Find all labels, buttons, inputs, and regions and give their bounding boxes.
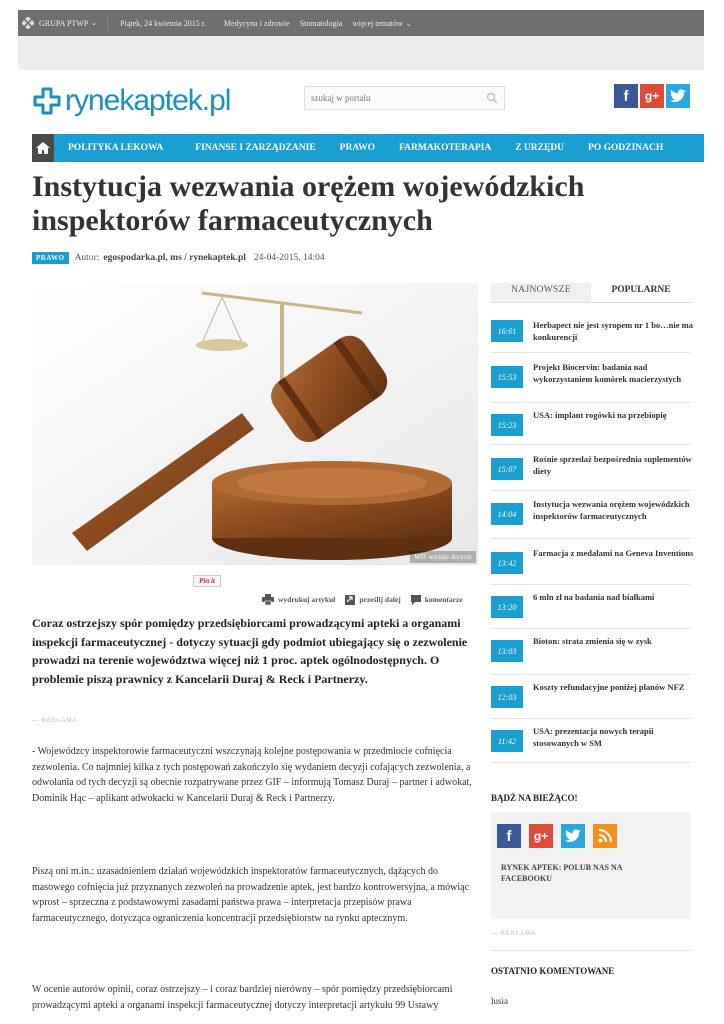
divider — [491, 674, 691, 675]
news-item[interactable] — [491, 362, 701, 394]
printer-icon — [262, 594, 274, 605]
search-box — [304, 86, 505, 110]
pharmacy-cross-icon — [32, 86, 62, 116]
news-tabs — [491, 283, 691, 303]
topbar-link-medycyna[interactable]: Medycyna i zdrowie — [223, 18, 290, 28]
twitter-icon[interactable] — [666, 84, 690, 108]
news-time: 13:42 — [491, 552, 523, 574]
chevron-down-icon: ⌄ — [91, 19, 98, 27]
nav-item-prawo[interactable]: PRAWO — [339, 143, 376, 153]
nav-item-polityka-lekowa[interactable]: POLITYKA LEKOWA — [68, 143, 164, 153]
divider — [491, 584, 691, 585]
divider — [491, 490, 691, 491]
divider — [491, 352, 691, 353]
news-title[interactable]: Herbapect nie jest syropem nr 1 bo…nie ma konkurencji — [533, 320, 693, 342]
news-time: 13:20 — [491, 596, 523, 618]
article-tools — [262, 594, 473, 605]
divider — [491, 762, 691, 763]
news-time: 12:03 — [491, 686, 523, 708]
news-title[interactable]: USA: implant rogówki na przebiopię — [533, 410, 667, 420]
facebook-icon[interactable]: f — [614, 84, 638, 108]
main-nav — [32, 134, 704, 162]
tab-popularne[interactable]: POPULARNE — [611, 285, 671, 295]
google-plus-icon[interactable]: g+ — [640, 84, 664, 108]
news-item[interactable] — [491, 410, 701, 436]
news-title[interactable]: 6 mln zł na badania nad białkami — [533, 592, 655, 602]
logo-text: rynekaptek.pl — [65, 84, 231, 117]
divider — [107, 16, 108, 30]
news-title[interactable]: Koszty refundacyjne poniżej planów NFZ — [533, 682, 685, 692]
divider — [491, 718, 691, 719]
article-photo — [32, 283, 478, 565]
news-title[interactable]: Projekt Biocervin: badania nad wykorzystaniem komórek macierzystych — [533, 362, 682, 384]
twitter-icon[interactable] — [561, 824, 585, 848]
search-icon[interactable] — [486, 92, 498, 104]
comment-author[interactable]: lusia — [491, 996, 508, 1006]
category-badge[interactable]: PRAWO — [32, 252, 69, 264]
article-title: Instytucja wezwania orężem wojewódzkich inspektorów farmaceutycznych — [32, 170, 585, 237]
group-label: GRUPA PTWP — [39, 18, 89, 28]
chevron-down-icon: ⌄ — [405, 19, 412, 28]
article-paragraph: Piszą oni m.in.: uzasadnieniem działań wojewódzkich inspektoratów farmaceutycznych, dążących do masowego cofnięcia już przyznanych zezwoleń na prowadzenie aptek, jest bardzo kontrowersyjna, a mówiąc wprost – sprzeczna z podstawowymi zasadami państwa prawa – interpretacja przepisów prawa farmaceutycznego, dotycząca ograniczenia koncentracji przedsiębiorstw na rynku aptecznym. — [32, 866, 470, 924]
recent-comments-heading: OSTATNIO KOMENTOWANE — [491, 966, 615, 976]
search-input[interactable] — [305, 87, 475, 109]
rss-icon[interactable] — [593, 824, 617, 848]
social-links — [614, 84, 690, 108]
news-time: 14:04 — [491, 503, 523, 525]
current-date: Piątek, 24 kwietnia 2015 r. — [120, 18, 206, 28]
news-title[interactable]: USA: prezentacja nowych terapii stosowanych w SM — [533, 726, 654, 748]
news-time: 15:23 — [491, 414, 523, 436]
news-title[interactable]: Rośnie sprzedaż bezpośrednia suplementów diety — [533, 454, 692, 476]
ad-banner — [18, 36, 704, 70]
news-item[interactable] — [491, 548, 701, 574]
divider — [491, 444, 691, 445]
news-title[interactable]: Instytucja wezwania orężem wojewódzkich inspektorów farmaceutycznych — [533, 499, 690, 521]
divider — [491, 950, 691, 951]
article-date: 24-04-2015, 14:04 — [253, 253, 325, 263]
author-label: Autor: — [74, 253, 100, 263]
print-button[interactable] — [262, 594, 335, 605]
tab-najnowsze[interactable]: NAJNOWSZE — [491, 283, 591, 302]
news-time: 16:01 — [491, 320, 523, 342]
group-link[interactable] — [22, 17, 97, 29]
news-item[interactable] — [491, 454, 701, 480]
stay-updated-heading: BĄDŹ NA BIEŻĄCO! — [491, 793, 578, 803]
news-item[interactable] — [491, 499, 701, 525]
news-time: 11:42 — [491, 730, 523, 752]
home-icon — [36, 142, 50, 154]
nav-item-z-urzedu[interactable]: Z URZĘDU — [515, 143, 565, 153]
facebook-like-link[interactable]: RYNEK APTEK: POLUB NAS NA FACEBOOKU — [501, 863, 623, 883]
news-title[interactable]: Bioton: strata zmienia się w zysk — [533, 636, 652, 646]
news-time: 13:03 — [491, 640, 523, 662]
comments-button[interactable] — [411, 595, 463, 605]
group-logo-icon — [22, 17, 34, 29]
news-title[interactable]: Farmacja z medalami na Geneva Inventions — [533, 548, 694, 558]
news-time: 15:07 — [491, 458, 523, 480]
photo-caption: WIF wydaje decyzje — [410, 551, 476, 563]
news-time: 15:53 — [491, 366, 523, 388]
comments-label: komentarze — [424, 595, 463, 604]
news-item[interactable] — [491, 320, 701, 343]
google-plus-icon[interactable]: g+ — [529, 824, 553, 848]
news-item[interactable] — [491, 592, 701, 618]
divider — [491, 628, 691, 629]
gavel-image — [32, 283, 478, 565]
news-item[interactable] — [491, 726, 701, 752]
divider — [491, 402, 691, 403]
comment-icon — [411, 595, 421, 605]
nav-item-po-godzinach[interactable]: PO GODZINACH — [588, 143, 664, 153]
article-paragraph: W ocenie autorów opinii, coraz ostrzejszy – i coraz bardziej nierówny – spór pomiędzy przedsiębiorcami prowadzącymi apteki a organami inspekcji farmaceutycznej dotyczy interpretacji artykułu 99 Ustawy — [32, 984, 453, 1011]
print-label: wydrukuj artykuł — [278, 595, 336, 604]
topbar-link-stomatologia[interactable]: Stomatologia — [299, 18, 343, 28]
nav-item-finanse[interactable]: FINANSE I ZARZĄDZANIE — [195, 143, 316, 153]
social-follow-icons — [497, 824, 617, 848]
article-paragraph: - Wojewódzcy inspektorowie farmaceutyczni wszczynają kolejne postępowania w przedmiocie cofnięcia zezwolenia. Co najmniej kilka z tych postępowań zakończyło się wydaniem decyzji cofających zezwolenia, a odwołania od tych decyzji są obecnie rozpatrywane przez GIF – informują Tomasz Duraj – partner i adwokat, Dominik Hąc – aplikant adwokacki w Kancelarii Duraj & Reck i Partnerzy. — [32, 746, 472, 804]
site-logo[interactable] — [32, 84, 230, 118]
share-icon — [345, 595, 355, 605]
pinterest-button[interactable]: Pin it — [193, 575, 221, 587]
ad-label: — REKLAMA — [491, 931, 537, 937]
news-item[interactable] — [491, 682, 701, 708]
send-button[interactable] — [345, 595, 400, 605]
author-name: egospodarka.pl, ms / rynekaptek.pl — [103, 253, 246, 263]
social-follow-box — [491, 812, 691, 919]
top-bar — [18, 10, 704, 36]
article-lead: Coraz ostrzejszy spór pomiędzy przedsiębiorcami prowadzącymi apteki a organami inspekcji farmaceutycznej - dotyczy sytuacji gdy podmiot ubiegający się o zezwolenie prowadzi na terenie województwa więcej niż 1 proc. aptek ogólnodostępnych. O problemie piszą prawnicy z Kancelarii Duraj & Reck i Partnerzy. — [32, 616, 468, 686]
divider — [491, 538, 691, 539]
news-item[interactable] — [491, 636, 701, 662]
ad-label: — REKLAMA — [32, 718, 78, 724]
home-button[interactable] — [32, 134, 54, 162]
nav-item-farmakoterapia[interactable]: FARMAKOTERAPIA — [399, 143, 492, 153]
more-topics-label: więcej tematów — [352, 18, 403, 28]
facebook-icon[interactable]: f — [497, 824, 521, 848]
send-label: prześlij dalej — [359, 595, 401, 604]
article-meta — [32, 252, 325, 264]
topbar-link-more[interactable] — [352, 19, 411, 28]
